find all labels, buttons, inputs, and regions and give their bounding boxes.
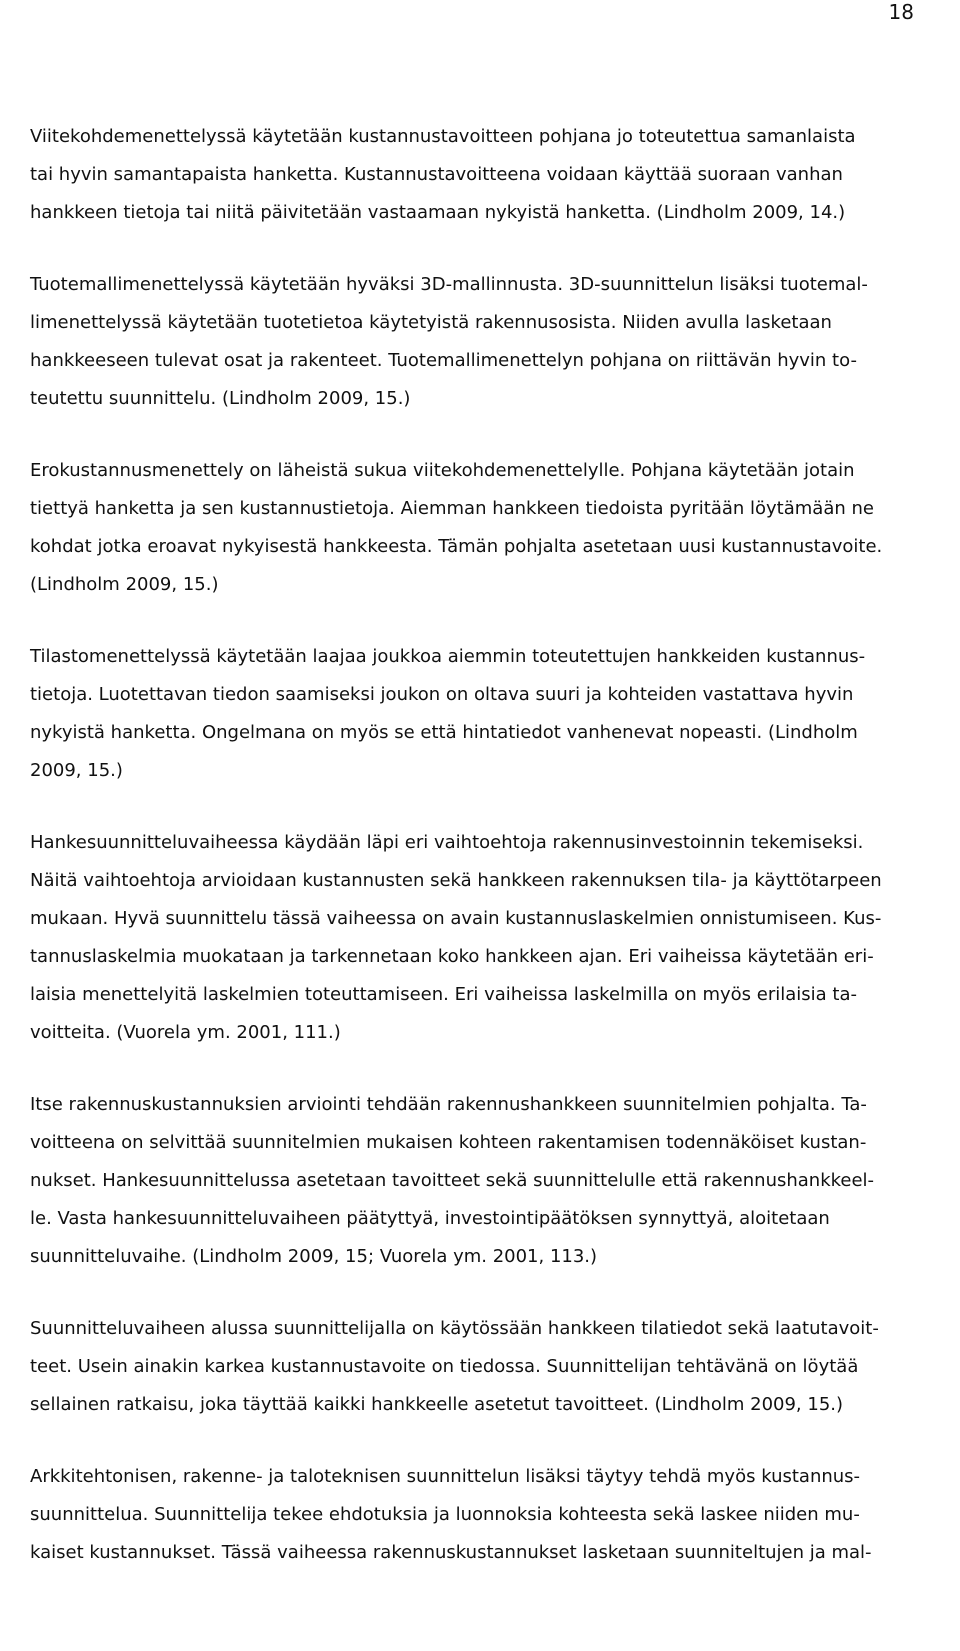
text-line: 2009, 15.) bbox=[30, 760, 123, 781]
paragraph bbox=[30, 452, 935, 604]
paragraph bbox=[30, 1310, 935, 1424]
paragraph bbox=[30, 266, 935, 418]
text-line: nukset. Hankesuunnittelussa asetetaan tavoitteet sekä suunnittelulle että rakennushankkeel- bbox=[30, 1170, 875, 1191]
text-line: hankkeeseen tulevat osat ja rakenteet. Tuotemallimenettelyn pohjana on riittävän hyvin to- bbox=[30, 350, 857, 371]
text-line: sellainen ratkaisu, joka täyttää kaikki hankkeelle asetetut tavoitteet. (Lindholm 2009, 15.) bbox=[30, 1394, 844, 1415]
text-line: teet. Usein ainakin karkea kustannustavoite on tiedossa. Suunnittelijan tehtävänä on löytää bbox=[30, 1356, 859, 1377]
paragraph bbox=[30, 1086, 935, 1276]
text-line: limenettelyssä käytetään tuotetietoa käytetyistä rakennusosista. Niiden avulla lasketaan bbox=[30, 312, 832, 333]
text-line: Erokustannusmenettely on läheistä sukua viitekohdemenettelylle. Pohjana käytetään jotain bbox=[30, 460, 855, 481]
text-line: suunnitteluvaihe. (Lindholm 2009, 15; Vuorela ym. 2001, 113.) bbox=[30, 1246, 598, 1267]
text-line: nykyistä hanketta. Ongelmana on myös se että hintatiedot vanhenevat nopeasti. (Lindholm bbox=[30, 722, 858, 743]
text-line: teutettu suunnittelu. (Lindholm 2009, 15.) bbox=[30, 388, 411, 409]
text-line: kaiset kustannukset. Tässä vaiheessa rakennuskustannukset lasketaan suunniteltujen ja mal- bbox=[30, 1542, 872, 1563]
text-line: tannuslaskelmia muokataan ja tarkennetaan koko hankkeen ajan. Eri vaiheissa käytetään eri- bbox=[30, 946, 874, 967]
paragraph bbox=[30, 1458, 935, 1572]
text-line: Arkkitehtonisen, rakenne- ja taloteknisen suunnittelun lisäksi täytyy tehdä myös kustannus- bbox=[30, 1466, 861, 1487]
text-line: suunnittelua. Suunnittelija tekee ehdotuksia ja luonnoksia kohteesta sekä laskee niiden mu- bbox=[30, 1504, 860, 1525]
text-line: Näitä vaihtoehtoja arvioidaan kustannusten sekä hankkeen rakennuksen tila- ja käyttötarpeen bbox=[30, 870, 882, 891]
text-line: hankkeen tietoja tai niitä päivitetään vastaamaan nykyistä hanketta. (Lindholm 2009, 14.) bbox=[30, 202, 846, 223]
text-line: laisia menettelyitä laskelmien toteuttamiseen. Eri vaiheissa laskelmilla on myös erilaisia ta- bbox=[30, 984, 857, 1005]
paragraph bbox=[30, 638, 935, 790]
text-line: (Lindholm 2009, 15.) bbox=[30, 574, 219, 595]
paragraph bbox=[30, 118, 935, 232]
text-line: Viitekohdemenettelyssä käytetään kustannustavoitteen pohjana jo toteutettua samanlaista bbox=[30, 126, 856, 147]
text-line: Tilastomenettelyssä käytetään laajaa joukkoa aiemmin toteutettujen hankkeiden kustannus- bbox=[30, 646, 866, 667]
text-line: voitteena on selvittää suunnitelmien mukaisen kohteen rakentamisen todennäköiset kustan- bbox=[30, 1132, 867, 1153]
text-line: kohdat jotka eroavat nykyisestä hankkeesta. Tämän pohjalta asetetaan uusi kustannustavoite. bbox=[30, 536, 883, 557]
text-line: tiettyä hanketta ja sen kustannustietoja. Aiemman hankkeen tiedoista pyritään löytämään ne bbox=[30, 498, 874, 519]
document-body bbox=[30, 118, 935, 1606]
text-line: voitteita. (Vuorela ym. 2001, 111.) bbox=[30, 1022, 341, 1043]
paragraph bbox=[30, 824, 935, 1052]
text-line: Tuotemallimenettelyssä käytetään hyväksi 3D-mallinnusta. 3D-suunnittelun lisäksi tuotemal- bbox=[30, 274, 868, 295]
text-line: Suunnitteluvaiheen alussa suunnittelijalla on käytössään hankkeen tilatiedot sekä laatutavoit- bbox=[30, 1318, 879, 1339]
page-number: 18 bbox=[888, 0, 914, 24]
text-line: Hankesuunnitteluvaiheessa käydään läpi eri vaihtoehtoja rakennusinvestoinnin tekemiseksi. bbox=[30, 832, 864, 853]
text-line: Itse rakennuskustannuksien arviointi tehdään rakennushankkeen suunnitelmien pohjalta. Ta- bbox=[30, 1094, 867, 1115]
text-line: le. Vasta hankesuunnitteluvaiheen päätyttyä, investointipäätöksen synnyttyä, aloitetaan bbox=[30, 1208, 830, 1229]
text-line: tai hyvin samantapaista hanketta. Kustannustavoitteena voidaan käyttää suoraan vanhan bbox=[30, 164, 843, 185]
text-line: tietoja. Luotettavan tiedon saamiseksi joukon on oltava suuri ja kohteiden vastattava hyvin bbox=[30, 684, 854, 705]
text-line: mukaan. Hyvä suunnittelu tässä vaiheessa on avain kustannuslaskelmien onnistumiseen. Kus- bbox=[30, 908, 882, 929]
